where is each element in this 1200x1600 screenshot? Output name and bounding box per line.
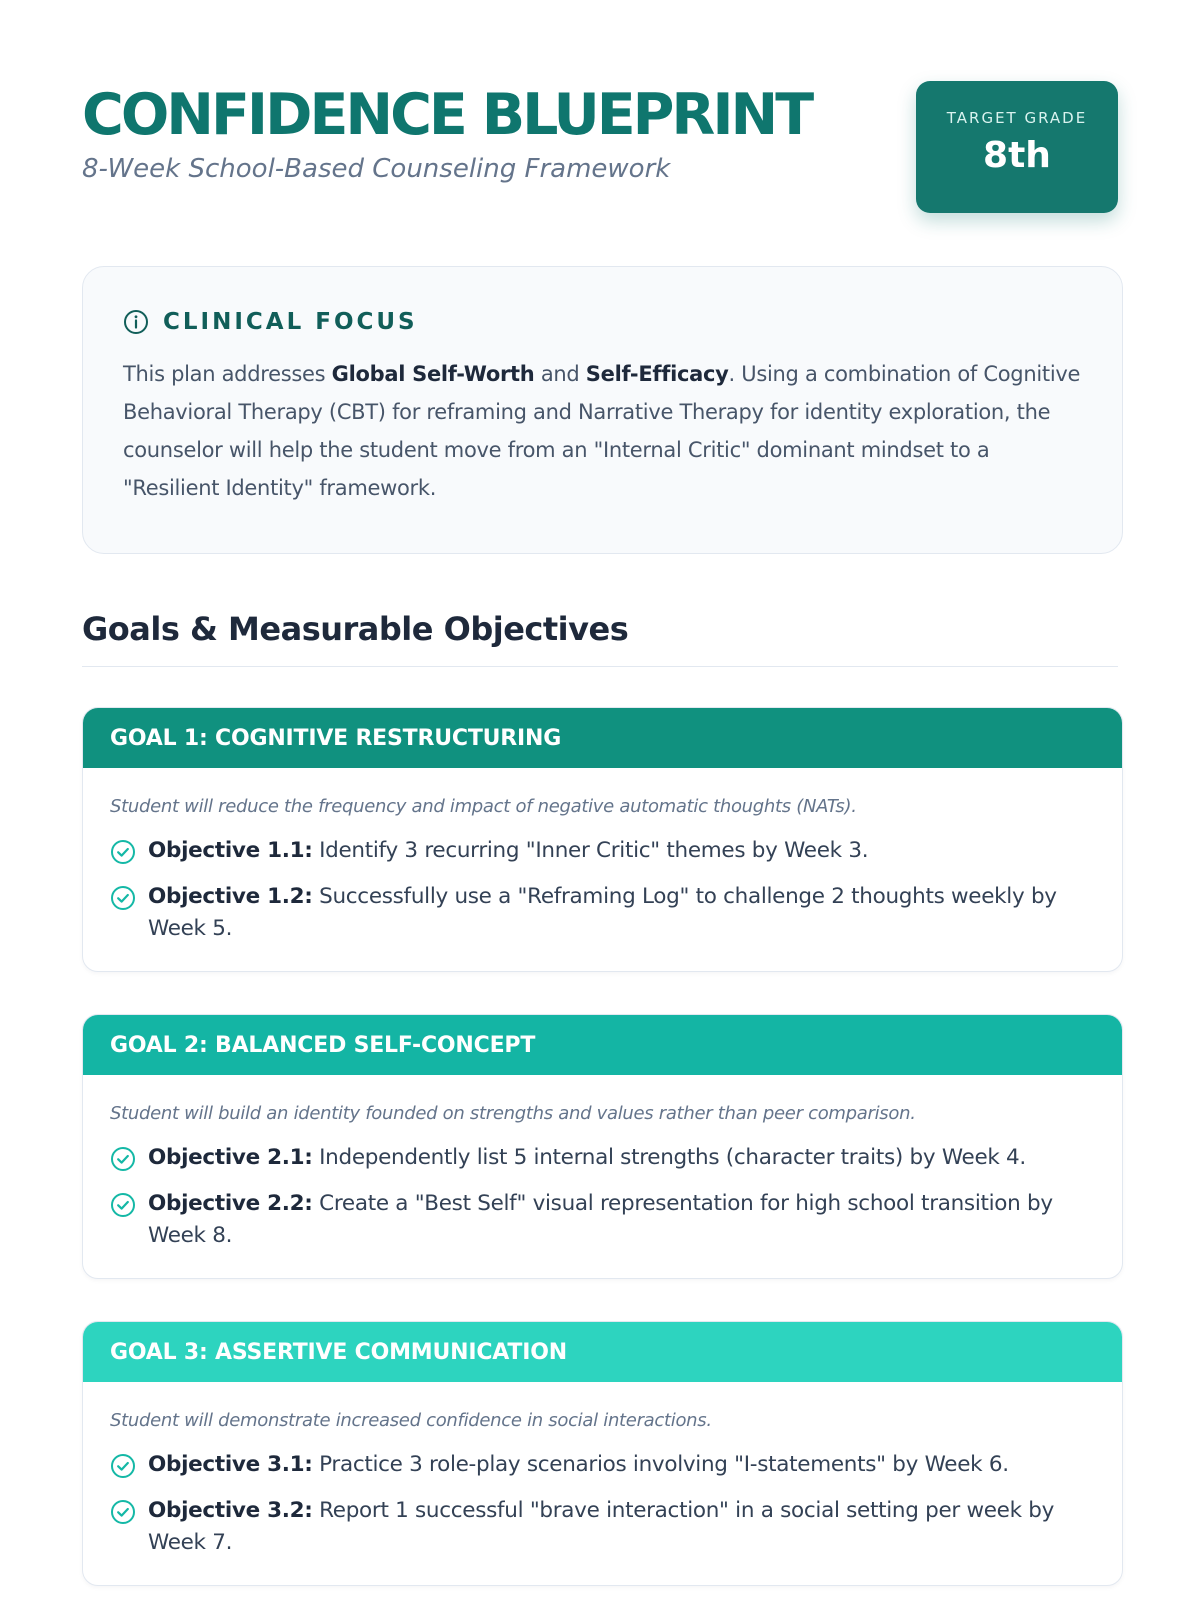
objective-label: Objective 2.1: [148, 1145, 313, 1170]
goal-body [83, 1075, 1122, 1278]
objective-description: Practice 3 role-play scenarios involving "I-statements" by Week 6. [312, 1452, 1009, 1477]
objective-text [148, 1495, 1095, 1559]
check-circle-icon [110, 885, 136, 911]
objective-label: Objective 1.1: [148, 838, 313, 863]
objective-description: Successfully use a "Reframing Log" to challenge 2 thoughts weekly by Week 5. [148, 884, 1057, 941]
goal-header: GOAL 1: COGNITIVE RESTRUCTURING [83, 708, 1122, 768]
goal-card [82, 1014, 1123, 1279]
target-grade-label: TARGET GRADE [946, 109, 1088, 127]
goal-header: GOAL 3: ASSERTIVE COMMUNICATION [83, 1322, 1122, 1382]
section-heading: Goals & Measurable Objectives [82, 610, 1118, 667]
objective-label: Objective 3.1: [148, 1452, 313, 1477]
objective-description: Independently list 5 internal strengths (character traits) by Week 4. [312, 1145, 1026, 1170]
clinical-focus-emphasis: Self-Efficacy [585, 362, 729, 386]
goal-card [82, 707, 1123, 972]
objective-item [110, 1495, 1095, 1559]
goal-description: Student will build an identity founded on strengths and values rather than peer comparison. [110, 1103, 916, 1124]
check-circle-icon [110, 1146, 136, 1172]
clinical-focus-header [123, 307, 1082, 337]
target-grade-badge [916, 81, 1118, 213]
goals-list [82, 707, 1118, 1586]
info-circle-icon [123, 309, 149, 335]
objective-item [110, 1188, 1095, 1252]
objective-label: Objective 2.2: [148, 1191, 313, 1216]
check-circle-icon [110, 839, 136, 865]
objective-label: Objective 1.2: [148, 884, 313, 909]
goal-description: Student will demonstrate increased confidence in social interactions. [110, 1410, 712, 1431]
clinical-focus-text-part: . Using a combination of Cognitive Behavioral Therapy (CBT) for reframing and Narrative Therapy for identity exploration, the counselor will help the student move from an "Internal Critic" dominant mindset to a "Resilient Identity" framework. [123, 362, 1081, 500]
clinical-focus-text-part: and [534, 362, 586, 386]
goal-card [82, 1321, 1123, 1586]
objective-description: Report 1 successful "brave interaction" in a social setting per week by Week 7. [148, 1498, 1055, 1555]
clinical-focus-card [82, 266, 1123, 554]
objective-text [148, 1188, 1095, 1252]
page-title: CONFIDENCE BLUEPRINT [82, 82, 812, 148]
objective-description: Create a "Best Self" visual representation for high school transition by Week 8. [148, 1191, 1053, 1248]
clinical-focus-title: CLINICAL FOCUS [163, 309, 418, 335]
objective-text [148, 1142, 1026, 1174]
header [82, 0, 1118, 240]
objective-text [148, 881, 1095, 945]
goal-body [83, 1382, 1122, 1585]
clinical-focus-emphasis: Global Self-Worth [331, 362, 535, 386]
objective-text [148, 835, 868, 867]
objective-label: Objective 3.2: [148, 1498, 313, 1523]
clinical-focus-text-part: This plan addresses [123, 362, 332, 386]
objective-item [110, 881, 1095, 945]
objective-item [110, 835, 1095, 867]
objective-item [110, 1142, 1095, 1174]
goal-body [83, 768, 1122, 971]
check-circle-icon [110, 1499, 136, 1525]
check-circle-icon [110, 1192, 136, 1218]
goal-description: Student will reduce the frequency and impact of negative automatic thoughts (NATs). [110, 796, 857, 817]
objective-item [110, 1449, 1095, 1481]
goal-header: GOAL 2: BALANCED SELF-CONCEPT [83, 1015, 1122, 1075]
check-circle-icon [110, 1453, 136, 1479]
page-subtitle: 8-Week School-Based Counseling Framework [82, 154, 671, 184]
target-grade-value: 8th [983, 135, 1051, 176]
objective-description: Identify 3 recurring "Inner Critic" themes by Week 3. [312, 838, 869, 863]
clinical-focus-text [123, 355, 1082, 507]
objective-text [148, 1449, 1009, 1481]
